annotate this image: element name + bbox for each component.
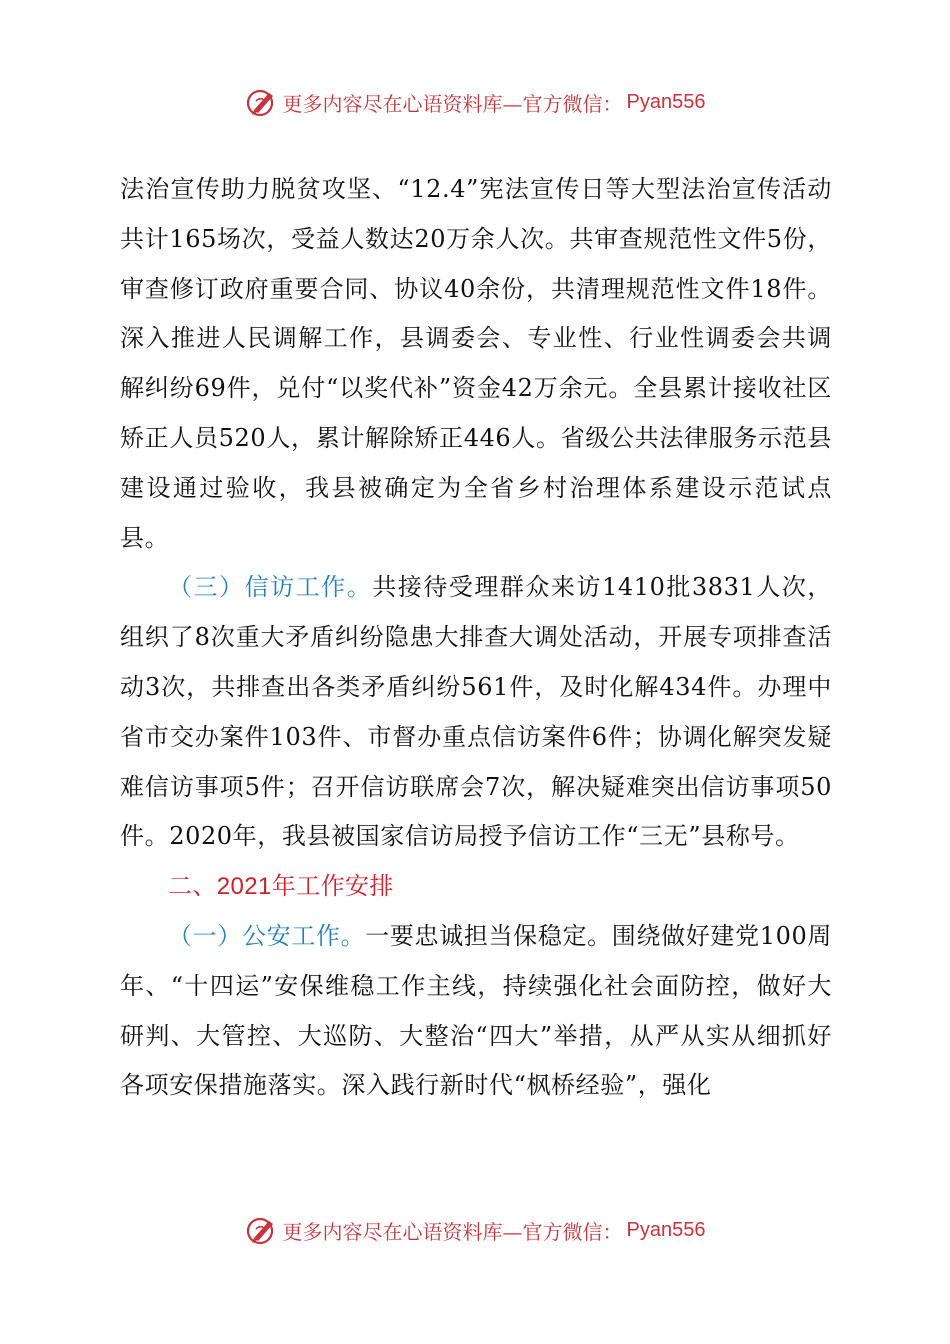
section-heading-2021-plan: 二、2021年工作安排: [168, 873, 394, 901]
footer-banner-inner: [245, 1213, 706, 1247]
paragraph-petition-text: 共接待受理群众来访1410批3831人次，组织了8次重大矛盾纠纷隐患大排查大调处活动，开展专项排查活动3次，共排查出各类矛盾纠纷561件，及时化解434件。办理中省市交办案件103件、市督办重点信访案件6件；协调化解突发疑难信访事项5件；召开信访联席会7次，解决疑难突出信访事项50件。2020年，我县被国家信访局授予信访工作“三无”县称号。: [120, 573, 832, 851]
header-banner: [0, 82, 950, 122]
paragraph-petition-work: [120, 563, 832, 862]
paragraph-public-security-text: 一要忠诚担当保稳定。围绕做好建党100周年、“十四运”安保维稳工作主线，持续强化社会面防控，做好大研判、大管控、大巡防、大整治“四大”举措，从严从实从细抓好各项安保措施落实。深入践行新时代“枫桥经验”，强化: [120, 921, 832, 1100]
paragraph-law-publicity: 法治宣传助力脱贫攻坚、“12.4”宪法宣传日等大型法治宣传活动共计165场次，受益人数达20万余人次。共审查规范性文件5份，审查修订政府重要合同、协议40余份，共清理规范性文件18件。深入推进人民调解工作，县调委会、专业性、行业性调委会共调解纠纷69件，兑付“以奖代补”资金42万余元。全县累计接收社区矫正人员520人，累计解除矫正446人。省级公共法律服务示范县建设通过验收，我县被确定为全省乡村治理体系建设示范试点县。: [120, 175, 832, 552]
document-body: [120, 165, 832, 1111]
header-banner-text: 更多内容尽在心语资料库—官方微信：: [282, 91, 623, 116]
section-lead-petition: （三）信访工作。: [168, 573, 373, 602]
header-banner-inner: [245, 85, 706, 119]
header-wechat-id: Pyan556: [626, 90, 706, 113]
footer-banner-text: 更多内容尽在心语资料库—官方微信：: [282, 1219, 623, 1244]
paragraph-public-security: [120, 912, 832, 1111]
pen-circle-icon: [245, 1213, 279, 1247]
section-lead-public-security: （一）公安工作。: [168, 921, 366, 950]
footer-banner: [0, 1210, 950, 1250]
footer-wechat-id: Pyan556: [626, 1218, 706, 1241]
pen-circle-icon: [245, 85, 279, 119]
